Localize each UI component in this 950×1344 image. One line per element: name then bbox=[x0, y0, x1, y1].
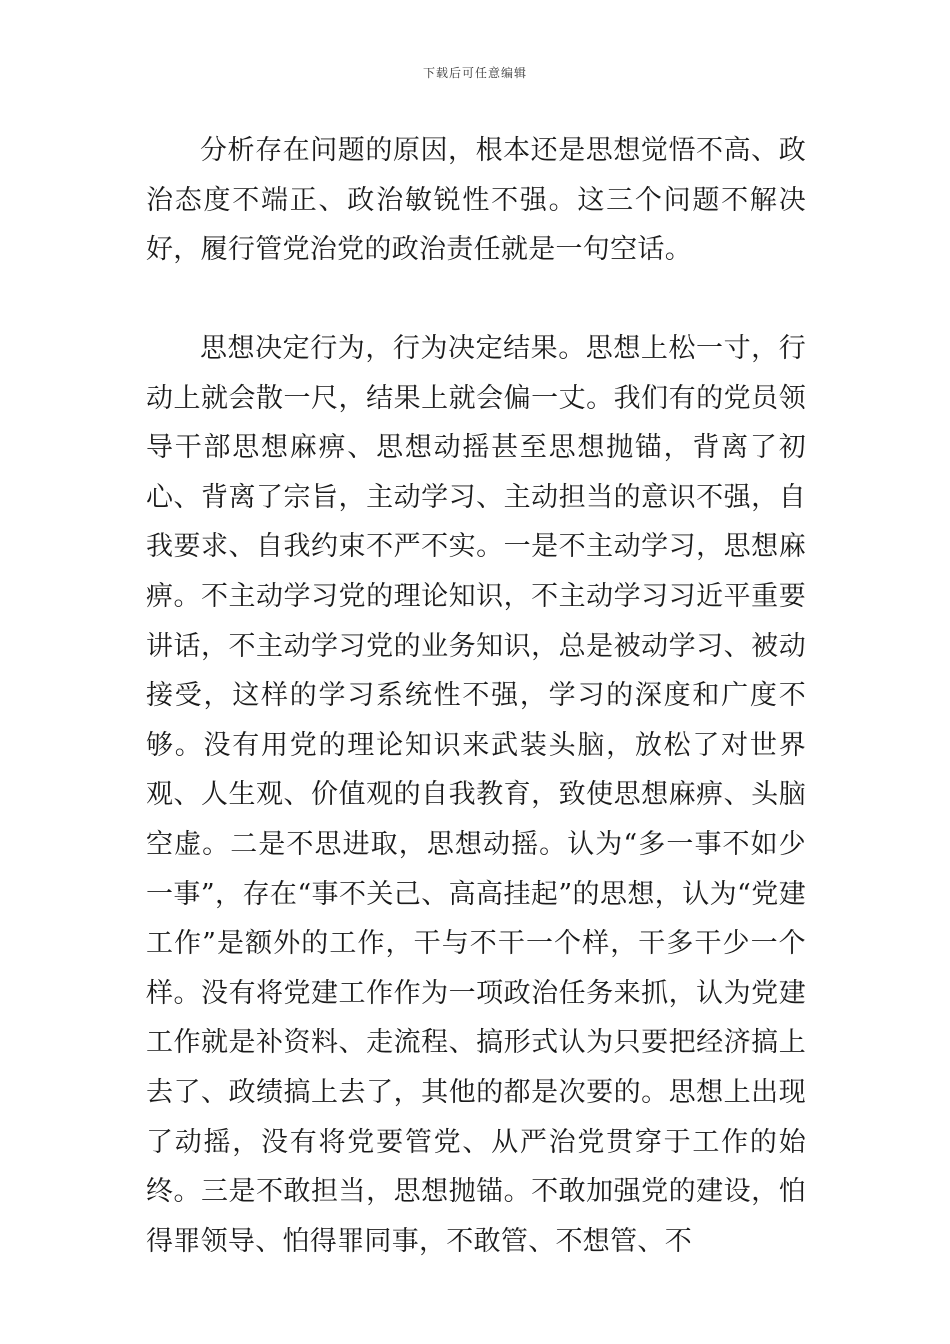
paragraph-2: 思想决定行为，行为决定结果。思想上松一寸，行动上就会散一尺，结果上就会偏一丈。我们有的党员领导干部思想麻痹、思想动摇甚至思想抛锚，背离了初心、背离了宗旨，主动学习、主动担当的意识不强，自我要求、自我约束不严不实。一是不主动学习，思想麻痹。不主动学习党的理论知识，不主动学习习近平重要讲话，不主动学习党的业务知识，总是被动学习、被动接受，这样的学习系统性不强，学习的深度和广度不够。没有用党的理论知识来武装头脑，放松了对世界观、人生观、价值观的自我教育，致使思想麻痹、头脑空虚。二是不思进取，思想动摇。认为“多一事不如少一事”，存在“事不关己、高高挂起”的思想，认为“党建工作”是额外的工作，干与不干一个样，干多干少一个样。没有将党建工作作为一项政治任务来抓，认为党建工作就是补资料、走流程、搞形式认为只要把经济搞上去了、政绩搞上去了，其他的都是次要的。思想上出现了动摇，没有将党要管党、从严治党贯穿于工作的始终。三是不敢担当，思想抛锚。不敢加强党的建设，怕得罪领导、怕得罪同事，不敢管、不想管、不 bbox=[146, 333, 806, 1257]
header-note: 下载后可任意编辑 bbox=[422, 66, 527, 80]
paragraph-1: 分析存在问题的原因，根本还是思想觉悟不高、政治态度不端正、政治敏锐性不强。这三个问题不解决好，履行管党治党的政治责任就是一句空话。 bbox=[146, 135, 806, 266]
